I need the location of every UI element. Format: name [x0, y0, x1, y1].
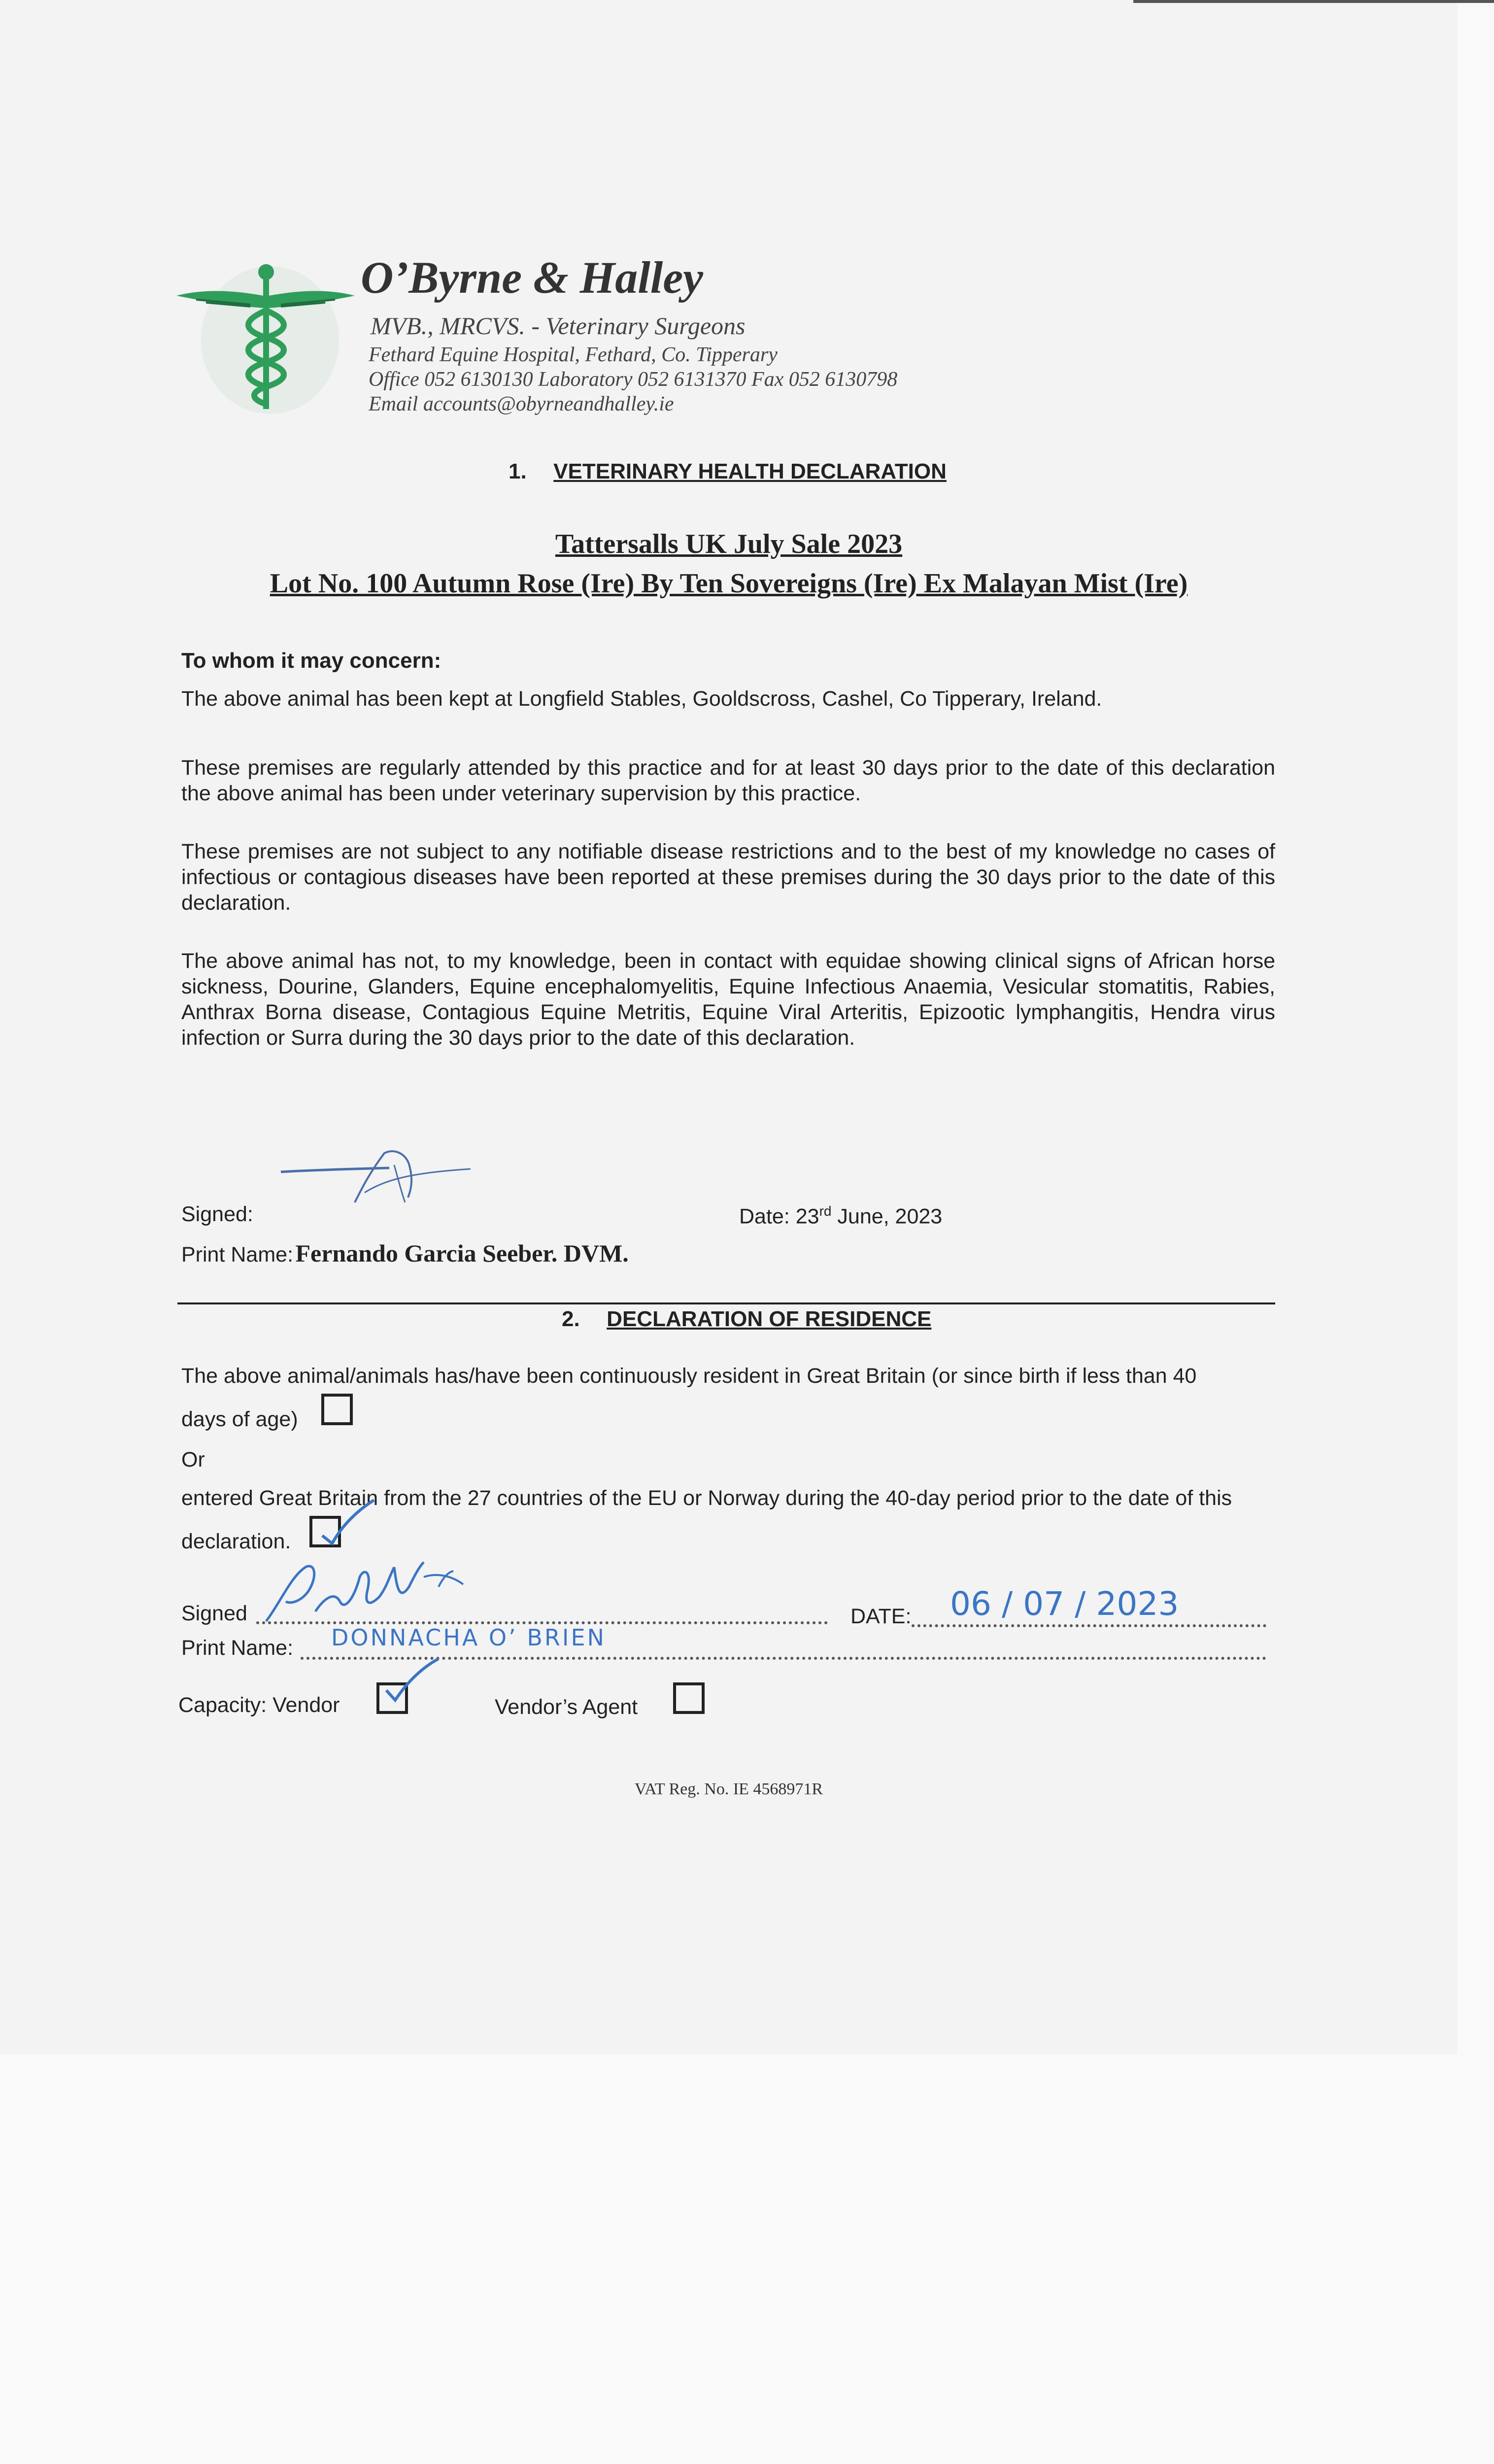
vendor-signature-icon — [261, 1557, 468, 1626]
salutation: To whom it may concern: — [181, 649, 441, 673]
vet-print-name — [181, 1239, 629, 1267]
section1-title: VETERINARY HEALTH DECLARATION — [553, 459, 947, 483]
capacity-vendor-label: Capacity: Vendor — [178, 1693, 340, 1717]
vat-number: VAT Reg. No. IE 4568971R — [634, 1780, 823, 1798]
paragraph-no-contact: The above animal has not, to my knowledge, been in contact with equidae showing clinical signs of African horse sickness, Dourine, Glanders, Equine encephalomyelitis, Equine Infectious Anaemia, Vesicular stomatitis, Rabies, Anthrax Borna disease, Contagious Equine Metritis, Equine Viral Arteritis, Epizootic lymphangitis, Hendra virus infection or Surra during the 30 days prior to the date of this declaration. — [181, 949, 1275, 1050]
vet-date-label: Date: 23 — [739, 1204, 819, 1229]
residence-option1-line1: The above animal/animals has/have been continuously resident in Great Britain (or since birth if less than 40 — [181, 1364, 1197, 1388]
vet-date-suffix: rd — [819, 1203, 832, 1219]
vendor-print-name-line[interactable] — [301, 1657, 1266, 1660]
caduceus-logo-icon — [176, 261, 355, 419]
firm-name: O’Byrne & Halley — [361, 252, 703, 303]
agent-checkbox[interactable] — [673, 1682, 705, 1714]
vet-date — [739, 1203, 942, 1229]
section1-heading — [509, 459, 947, 484]
lot-line: Lot No. 100 Autumn Rose (Ire) By Ten Sovereigns (Ire) Ex Malayan Mist (Ire) — [270, 568, 1188, 599]
scan-edge — [1133, 0, 1494, 3]
firm-address: Fethard Equine Hospital, Fethard, Co. Tipperary — [369, 343, 778, 366]
section1-number: 1. — [509, 459, 527, 483]
firm-qualifications: MVB., MRCVS. - Veterinary Surgeons — [371, 312, 746, 340]
section2-number: 2. — [562, 1307, 580, 1331]
residence-option2-line1: entered Great Britain from the 27 countries of the EU or Norway during the 40-day period prior to the date of this — [181, 1486, 1232, 1510]
vendors-agent-label: Vendor’s Agent — [495, 1695, 638, 1719]
vet-signed-label: Signed: — [181, 1202, 253, 1226]
paragraph-no-restrictions: These premises are not subject to any notifiable disease restrictions and to the best of my knowledge no cases of infectious or contagious diseases have been reported at these premises during the 30 days prior to the date of this declaration. — [181, 840, 1275, 915]
option2-checkmark-icon — [312, 1496, 376, 1550]
section2-heading — [562, 1307, 931, 1332]
residence-option2-line2: declaration. — [181, 1530, 291, 1553]
vendor-date-label: DATE: — [850, 1605, 912, 1628]
vendor-date-value[interactable]: 06 / 07 / 2023 — [950, 1585, 1179, 1623]
vendor-date-line[interactable] — [912, 1624, 1266, 1627]
vendor-print-name-value[interactable]: DONNACHA O’ BRIEN — [331, 1624, 606, 1651]
or-label: Or — [181, 1448, 205, 1472]
sale-title: Tattersalls UK July Sale 2023 — [555, 529, 903, 559]
vendor-signed-label: Signed — [181, 1602, 247, 1625]
vendor-checkmark-icon — [379, 1656, 443, 1715]
firm-phones: Office 052 6130130 Laboratory 052 6131370 Fax 052 6130798 — [369, 368, 898, 391]
vet-print-name-label: Print Name: — [181, 1243, 294, 1266]
vet-date-rest: June, 2023 — [831, 1204, 943, 1229]
residence-option1-line2: days of age) — [181, 1407, 298, 1431]
vet-print-name-value: Fernando Garcia Seeber. DVM. — [295, 1239, 629, 1267]
vendor-print-name-label: Print Name: — [181, 1636, 294, 1660]
vet-signature-icon — [276, 1133, 473, 1212]
section2-title: DECLARATION OF RESIDENCE — [607, 1307, 932, 1331]
section-divider — [177, 1302, 1275, 1304]
paragraph-kept-at: The above animal has been kept at Longfield Stables, Gooldscross, Cashel, Co Tipperary, Ireland. — [181, 687, 1102, 711]
option1-checkbox[interactable] — [321, 1394, 353, 1425]
paragraph-attended: These premises are regularly attended by this practice and for at least 30 days prior to the date of this declaration the above animal has been under veterinary supervision by this practice. — [181, 756, 1275, 805]
firm-email: Email accounts@obyrneandhalley.ie — [369, 393, 674, 415]
